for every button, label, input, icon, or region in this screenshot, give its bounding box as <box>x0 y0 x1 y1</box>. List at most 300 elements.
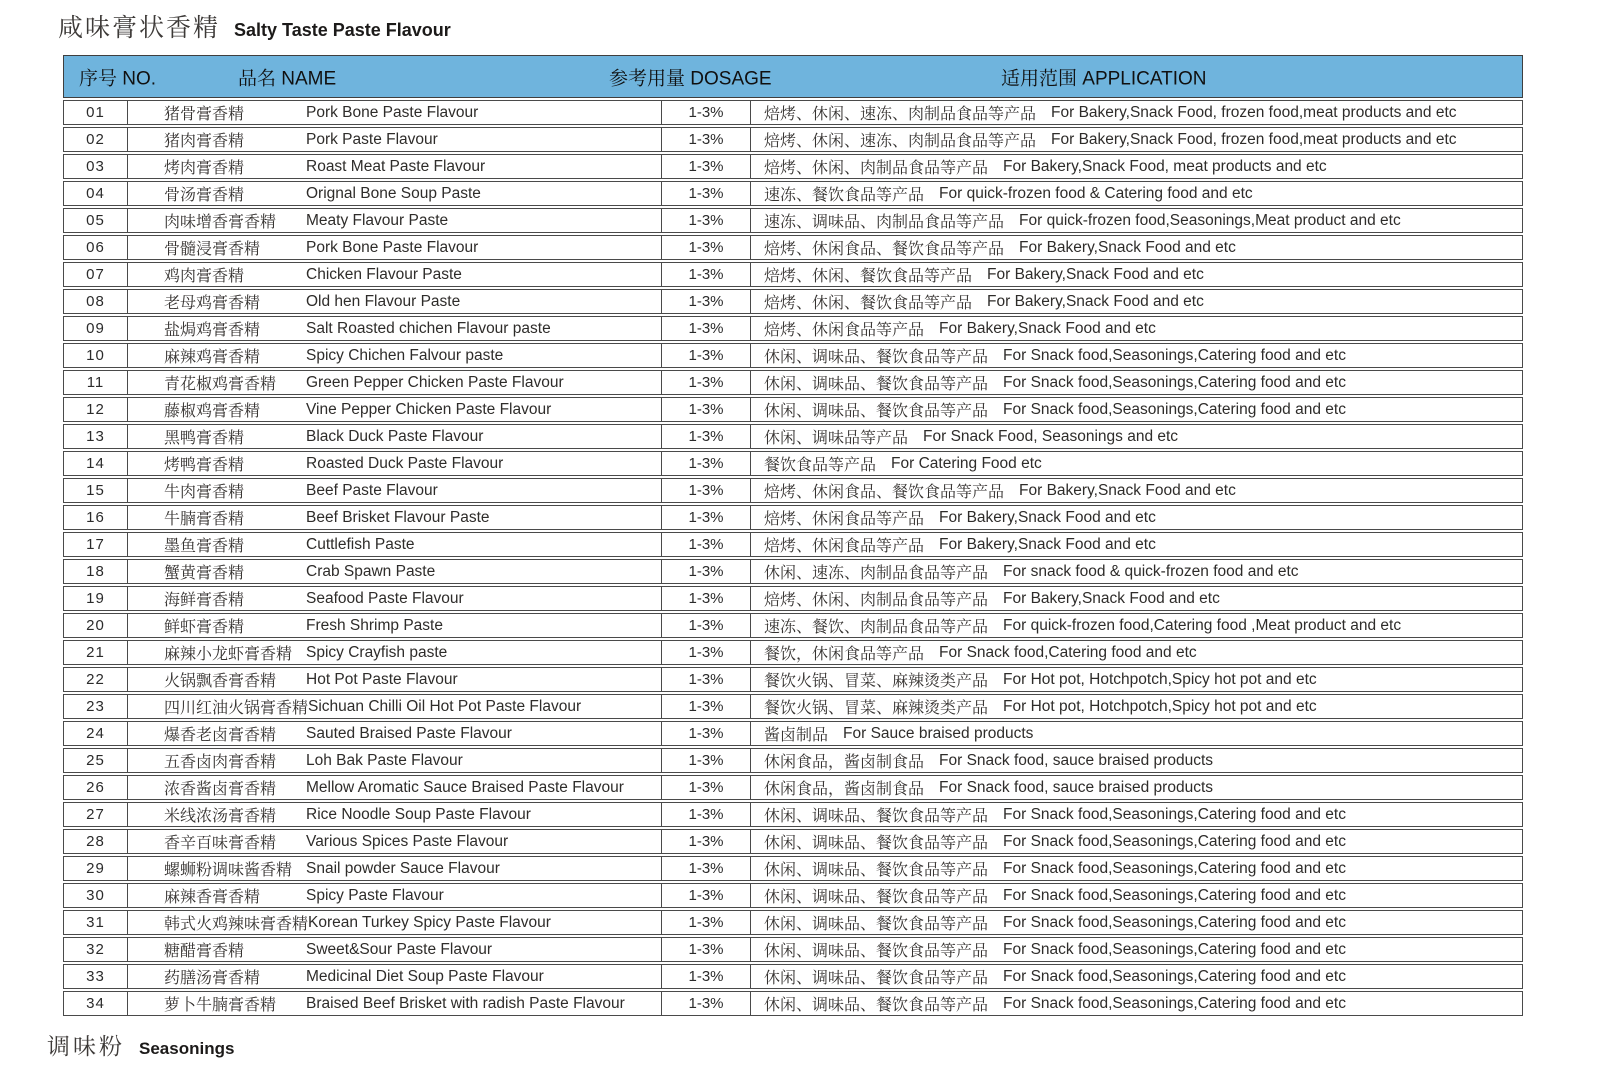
cell-row-number: 12 <box>64 398 128 421</box>
application-cn: 焙烤、休闲、餐饮食品等产品 <box>764 295 973 312</box>
application-en: For quick-frozen food & Catering food and etc <box>939 184 1253 202</box>
cell-dosage: 1-3% <box>662 479 751 502</box>
product-name-en: Old hen Flavour Paste <box>306 292 461 310</box>
cell-application <box>751 830 1522 853</box>
cell-product-name <box>128 155 662 178</box>
product-name-en: Mellow Aromatic Sauce Braised Paste Flavour <box>306 778 624 796</box>
product-name-en: Braised Beef Brisket with radish Paste Flavour <box>306 994 625 1012</box>
application-en: For Snack food,Seasonings,Catering food and etc <box>1003 913 1346 931</box>
application-cn: 速冻、餐饮、肉制品食品等产品 <box>764 619 989 636</box>
cell-product-name <box>128 965 662 988</box>
cell-row-number: 13 <box>64 425 128 448</box>
cell-dosage: 1-3% <box>662 830 751 853</box>
cell-application <box>751 911 1522 934</box>
cell-row-number: 15 <box>64 479 128 502</box>
product-name-en: Spicy Paste Flavour <box>306 886 444 904</box>
cell-application <box>751 155 1522 178</box>
cell-product-name <box>128 317 662 340</box>
cell-product-name <box>128 776 662 799</box>
application-cn: 焙烤、休闲食品、餐饮食品等产品 <box>764 241 1005 258</box>
table-row <box>63 964 1523 989</box>
table-row <box>63 910 1523 935</box>
cell-dosage: 1-3% <box>662 992 751 1015</box>
product-name-cn: 螺蛳粉调味酱香精 <box>164 862 293 879</box>
product-name-cn: 韩式火鸡辣味膏香精 <box>164 916 309 933</box>
cell-product-name <box>128 695 662 718</box>
product-name-cn: 爆香老卤膏香精 <box>164 727 277 744</box>
cell-row-number: 32 <box>64 938 128 961</box>
table-row <box>63 154 1523 179</box>
product-name-cn: 黑鸭膏香精 <box>164 430 245 447</box>
table-row <box>63 856 1523 881</box>
cell-dosage: 1-3% <box>662 641 751 664</box>
table-row <box>63 775 1523 800</box>
column-header-name: 品名 NAME <box>238 68 337 89</box>
cell-application <box>751 344 1522 367</box>
application-cn: 餐饮火锅、冒菜、麻辣烫类产品 <box>764 700 989 717</box>
product-name-cn: 糖醋膏香精 <box>164 943 245 960</box>
cell-dosage: 1-3% <box>662 371 751 394</box>
product-name-en: Hot Pot Paste Flavour <box>306 670 458 688</box>
cell-application <box>751 182 1522 205</box>
application-en: For Bakery,Snack Food and etc <box>987 265 1204 283</box>
product-name-cn: 米线浓汤膏香精 <box>164 808 277 825</box>
table-row <box>63 505 1523 530</box>
application-en: For Snack food, sauce braised products <box>939 751 1213 769</box>
application-cn: 焙烤、休闲、肉制品食品等产品 <box>764 160 989 177</box>
table-row <box>63 262 1523 287</box>
application-cn: 焙烤、休闲食品等产品 <box>764 538 925 555</box>
cell-product-name <box>128 452 662 475</box>
product-name-en: Meaty Flavour Paste <box>306 211 449 229</box>
cell-row-number: 28 <box>64 830 128 853</box>
product-name-en: Roasted Duck Paste Flavour <box>306 454 504 472</box>
product-name-en: Green Pepper Chicken Paste Flavour <box>306 373 564 391</box>
application-cn: 焙烤、休闲、肉制品食品等产品 <box>764 592 989 609</box>
cell-application <box>751 452 1522 475</box>
cell-dosage: 1-3% <box>662 803 751 826</box>
cell-dosage: 1-3% <box>662 533 751 556</box>
cell-application <box>751 641 1522 664</box>
cell-application <box>751 695 1522 718</box>
table-row <box>63 559 1523 584</box>
cell-dosage: 1-3% <box>662 857 751 880</box>
cell-dosage: 1-3% <box>662 128 751 151</box>
cell-dosage: 1-3% <box>662 317 751 340</box>
product-name-en: Rice Noodle Soup Paste Flavour <box>306 805 531 823</box>
application-cn: 餐饮食品等产品 <box>764 457 877 474</box>
application-en: For Snack food,Catering food and etc <box>939 643 1197 661</box>
product-name-cn: 老母鸡膏香精 <box>164 295 261 312</box>
application-en: For Bakery,Snack Food and etc <box>939 319 1156 337</box>
table-row <box>63 127 1523 152</box>
cell-row-number: 30 <box>64 884 128 907</box>
application-cn: 休闲、调味品、餐饮食品等产品 <box>764 943 989 960</box>
cell-dosage: 1-3% <box>662 425 751 448</box>
application-en: For Hot pot, Hotchpotch,Spicy hot pot and etc <box>1003 670 1317 688</box>
product-name-cn: 骨髓浸膏香精 <box>164 241 261 258</box>
cell-row-number: 02 <box>64 128 128 151</box>
cell-product-name <box>128 506 662 529</box>
cell-row-number: 33 <box>64 965 128 988</box>
cell-application <box>751 614 1522 637</box>
application-en: For Bakery,Snack Food and etc <box>1019 481 1236 499</box>
cell-product-name <box>128 749 662 772</box>
cell-row-number: 03 <box>64 155 128 178</box>
cell-product-name <box>128 101 662 124</box>
cell-product-name <box>128 857 662 880</box>
application-cn: 休闲、调味品、餐饮食品等产品 <box>764 997 989 1014</box>
table-row <box>63 667 1523 692</box>
table-row <box>63 370 1523 395</box>
cell-product-name <box>128 560 662 583</box>
cell-dosage: 1-3% <box>662 398 751 421</box>
product-name-cn: 牛腩膏香精 <box>164 511 245 528</box>
cell-application <box>751 857 1522 880</box>
cell-application <box>751 668 1522 691</box>
product-name-cn: 烤鸭膏香精 <box>164 457 245 474</box>
cell-product-name <box>128 722 662 745</box>
table-row <box>63 883 1523 908</box>
application-en: For Bakery,Snack Food and etc <box>1019 238 1236 256</box>
table-row <box>63 748 1523 773</box>
cell-application <box>751 506 1522 529</box>
product-name-cn: 麻辣小龙虾膏香精 <box>164 646 293 663</box>
product-name-cn: 药膳汤膏香精 <box>164 970 261 987</box>
application-cn: 焙烤、休闲、速冻、肉制品食品等产品 <box>764 106 1037 123</box>
cell-row-number: 09 <box>64 317 128 340</box>
application-cn: 休闲、调味品、餐饮食品等产品 <box>764 808 989 825</box>
cell-dosage: 1-3% <box>662 101 751 124</box>
application-en: For Snack food,Seasonings,Catering food and etc <box>1003 832 1346 850</box>
cell-application <box>751 965 1522 988</box>
cell-product-name <box>128 587 662 610</box>
cell-application <box>751 560 1522 583</box>
product-name-cn: 香辛百味膏香精 <box>164 835 277 852</box>
cell-product-name <box>128 830 662 853</box>
table-row <box>63 181 1523 206</box>
table-row <box>63 613 1523 638</box>
cell-row-number: 11 <box>64 371 128 394</box>
product-name-en: Sweet&Sour Paste Flavour <box>306 940 493 958</box>
product-name-en: Pork Bone Paste Flavour <box>306 238 479 256</box>
cell-row-number: 07 <box>64 263 128 286</box>
table-row <box>63 424 1523 449</box>
cell-application <box>751 236 1522 259</box>
product-name-cn: 麻辣香膏香精 <box>164 889 261 906</box>
table-row <box>63 100 1523 125</box>
application-cn: 餐饮火锅、冒菜、麻辣烫类产品 <box>764 673 989 690</box>
application-cn: 焙烤、休闲食品等产品 <box>764 322 925 339</box>
application-cn: 休闲、调味品、餐饮食品等产品 <box>764 862 989 879</box>
table-row <box>63 343 1523 368</box>
flavour-table <box>63 55 1523 1016</box>
product-name-cn: 萝卜牛腩膏香精 <box>164 997 277 1014</box>
product-name-en: Snail powder Sauce Flavour <box>306 859 500 877</box>
product-name-cn: 猪骨膏香精 <box>164 106 245 123</box>
table-row <box>63 802 1523 827</box>
cell-product-name <box>128 236 662 259</box>
product-name-cn: 五香卤肉膏香精 <box>164 754 277 771</box>
application-cn: 酱卤制品 <box>764 727 829 744</box>
table-body <box>63 100 1523 1016</box>
cell-dosage: 1-3% <box>662 965 751 988</box>
product-name-en: Vine Pepper Chicken Paste Flavour <box>306 400 552 418</box>
cell-product-name <box>128 182 662 205</box>
column-header-application: 适用范围 APPLICATION <box>1001 68 1207 89</box>
product-name-en: Various Spices Paste Flavour <box>306 832 509 850</box>
cell-dosage: 1-3% <box>662 722 751 745</box>
product-name-cn: 墨鱼膏香精 <box>164 538 245 555</box>
product-name-en: Spicy Chichen Falvour paste <box>306 346 504 364</box>
cell-product-name <box>128 290 662 313</box>
table-row <box>63 694 1523 719</box>
cell-row-number: 23 <box>64 695 128 718</box>
cell-product-name <box>128 533 662 556</box>
product-name-en: Fresh Shrimp Paste <box>306 616 443 634</box>
application-en: For quick-frozen food,Seasonings,Meat product and etc <box>1019 211 1401 229</box>
product-name-en: Roast Meat Paste Flavour <box>306 157 486 175</box>
cell-dosage: 1-3% <box>662 884 751 907</box>
table-header-row <box>63 55 1523 98</box>
cell-application <box>751 371 1522 394</box>
product-name-en: Beef Paste Flavour <box>306 481 438 499</box>
page-title <box>58 8 451 44</box>
cell-row-number: 21 <box>64 641 128 664</box>
cell-row-number: 04 <box>64 182 128 205</box>
application-cn: 休闲、调味品、餐饮食品等产品 <box>764 889 989 906</box>
cell-application <box>751 938 1522 961</box>
table-row <box>63 316 1523 341</box>
cell-dosage: 1-3% <box>662 236 751 259</box>
application-en: For Snack food,Seasonings,Catering food and etc <box>1003 373 1346 391</box>
application-cn: 速冻、调味品、肉制品食品等产品 <box>764 214 1005 231</box>
application-cn: 焙烤、休闲食品、餐饮食品等产品 <box>764 484 1005 501</box>
cell-product-name <box>128 479 662 502</box>
column-header-no: 序号 NO. <box>79 68 157 89</box>
cell-row-number: 06 <box>64 236 128 259</box>
cell-product-name <box>128 641 662 664</box>
table-row <box>63 235 1523 260</box>
application-en: For Hot pot, Hotchpotch,Spicy hot pot and etc <box>1003 697 1317 715</box>
cell-dosage: 1-3% <box>662 776 751 799</box>
section-title-cn: 咸味膏状香精 <box>58 14 221 42</box>
product-name-cn: 牛肉膏香精 <box>164 484 245 501</box>
cell-dosage: 1-3% <box>662 209 751 232</box>
cell-row-number: 34 <box>64 992 128 1015</box>
table-row <box>63 532 1523 557</box>
cell-application <box>751 479 1522 502</box>
table-row <box>63 991 1523 1016</box>
cell-application <box>751 128 1522 151</box>
product-name-en: Spicy Crayfish paste <box>306 643 448 661</box>
cell-application <box>751 290 1522 313</box>
product-name-cn: 青花椒鸡膏香精 <box>164 376 277 393</box>
application-en: For Snack food,Seasonings,Catering food and etc <box>1003 886 1346 904</box>
cell-row-number: 18 <box>64 560 128 583</box>
application-en: For Bakery,Snack Food and etc <box>1003 589 1220 607</box>
cell-row-number: 17 <box>64 533 128 556</box>
cell-dosage: 1-3% <box>662 290 751 313</box>
application-cn: 速冻、餐饮食品等产品 <box>764 187 925 204</box>
application-cn: 休闲、调味品、餐饮食品等产品 <box>764 376 989 393</box>
table-row <box>63 586 1523 611</box>
cell-product-name <box>128 128 662 151</box>
cell-dosage: 1-3% <box>662 749 751 772</box>
application-cn: 焙烤、休闲、速冻、肉制品食品等产品 <box>764 133 1037 150</box>
application-cn: 焙烤、休闲、餐饮食品等产品 <box>764 268 973 285</box>
cell-product-name <box>128 425 662 448</box>
product-name-en: Salt Roasted chichen Flavour paste <box>306 319 551 337</box>
product-name-en: Pork Bone Paste Flavour <box>306 103 479 121</box>
cell-product-name <box>128 884 662 907</box>
application-en: For Snack food,Seasonings,Catering food and etc <box>1003 967 1346 985</box>
cell-application <box>751 209 1522 232</box>
cell-dosage: 1-3% <box>662 587 751 610</box>
product-name-cn: 四川红油火锅膏香精 <box>164 700 309 717</box>
application-en: For Snack Food, Seasonings and etc <box>923 427 1179 445</box>
application-en: For Snack food,Seasonings,Catering food and etc <box>1003 940 1346 958</box>
cell-row-number: 20 <box>64 614 128 637</box>
product-name-cn: 蟹黄膏香精 <box>164 565 245 582</box>
application-en: For Bakery,Snack Food, meat products and etc <box>1003 157 1327 175</box>
table-row <box>63 937 1523 962</box>
product-name-cn: 盐焗鸡膏香精 <box>164 322 261 339</box>
cell-application <box>751 398 1522 421</box>
cell-row-number: 24 <box>64 722 128 745</box>
application-cn: 休闲、调味品等产品 <box>764 430 909 447</box>
application-en: For Sauce braised products <box>843 724 1034 742</box>
table-row <box>63 640 1523 665</box>
product-name-en: Pork Paste Flavour <box>306 130 438 148</box>
cell-dosage: 1-3% <box>662 938 751 961</box>
product-name-en: Chicken Flavour Paste <box>306 265 462 283</box>
product-name-cn: 肉味增香膏香精 <box>164 214 277 231</box>
cell-dosage: 1-3% <box>662 668 751 691</box>
application-cn: 休闲、速冻、肉制品食品等产品 <box>764 565 989 582</box>
cell-application <box>751 425 1522 448</box>
application-en: For quick-frozen food,Catering food ,Meat product and etc <box>1003 616 1402 634</box>
cell-application <box>751 776 1522 799</box>
cell-product-name <box>128 398 662 421</box>
footer-title-cn: 调味粉 <box>47 1033 125 1059</box>
application-en: For Bakery,Snack Food and etc <box>939 535 1156 553</box>
product-name-en: Crab Spawn Paste <box>306 562 436 580</box>
application-en: For Snack food,Seasonings,Catering food and etc <box>1003 400 1346 418</box>
product-name-en: Loh Bak Paste Flavour <box>306 751 463 769</box>
product-name-cn: 猪肉膏香精 <box>164 133 245 150</box>
cell-application <box>751 533 1522 556</box>
application-en: For Bakery,Snack Food, frozen food,meat products and etc <box>1051 130 1457 148</box>
cell-dosage: 1-3% <box>662 560 751 583</box>
product-name-cn: 鸡肉膏香精 <box>164 268 245 285</box>
application-cn: 休闲食品，酱卤制食品 <box>764 781 925 798</box>
cell-product-name <box>128 992 662 1015</box>
cell-row-number: 19 <box>64 587 128 610</box>
cell-row-number: 22 <box>64 668 128 691</box>
cell-product-name <box>128 614 662 637</box>
application-en: For Bakery,Snack Food and etc <box>939 508 1156 526</box>
cell-dosage: 1-3% <box>662 452 751 475</box>
cell-product-name <box>128 668 662 691</box>
cell-row-number: 05 <box>64 209 128 232</box>
application-cn: 焙烤、休闲食品等产品 <box>764 511 925 528</box>
footer-section-title <box>47 1028 234 1061</box>
product-name-cn: 藤椒鸡膏香精 <box>164 403 261 420</box>
table-row <box>63 289 1523 314</box>
cell-row-number: 14 <box>64 452 128 475</box>
product-name-en: Medicinal Diet Soup Paste Flavour <box>306 967 544 985</box>
cell-application <box>751 884 1522 907</box>
table-row <box>63 829 1523 854</box>
product-name-en: Cuttlefish Paste <box>306 535 415 553</box>
application-en: For Snack food,Seasonings,Catering food and etc <box>1003 859 1346 877</box>
cell-product-name <box>128 803 662 826</box>
table-row <box>63 208 1523 233</box>
product-name-cn: 麻辣鸡膏香精 <box>164 349 261 366</box>
application-en: For Bakery,Snack Food, frozen food,meat products and etc <box>1051 103 1457 121</box>
cell-product-name <box>128 371 662 394</box>
application-en: For Snack food, sauce braised products <box>939 778 1213 796</box>
section-title-en: Salty Taste Paste Flavour <box>234 20 451 40</box>
cell-row-number: 29 <box>64 857 128 880</box>
cell-application <box>751 587 1522 610</box>
cell-dosage: 1-3% <box>662 614 751 637</box>
application-en: For Snack food,Seasonings,Catering food and etc <box>1003 346 1346 364</box>
product-name-en: Seafood Paste Flavour <box>306 589 464 607</box>
table-row <box>63 478 1523 503</box>
product-name-en: Korean Turkey Spicy Paste Flavour <box>308 913 551 931</box>
product-name-en: Black Duck Paste Flavour <box>306 427 484 445</box>
table-row <box>63 451 1523 476</box>
cell-row-number: 31 <box>64 911 128 934</box>
application-cn: 餐饮，休闲食品等产品 <box>764 646 925 663</box>
product-name-cn: 浓香酱卤膏香精 <box>164 781 277 798</box>
application-cn: 休闲、调味品、餐饮食品等产品 <box>764 970 989 987</box>
product-name-cn: 火锅飘香膏香精 <box>164 673 277 690</box>
cell-row-number: 01 <box>64 101 128 124</box>
cell-row-number: 10 <box>64 344 128 367</box>
application-en: For Snack food,Seasonings,Catering food and etc <box>1003 805 1346 823</box>
table-row <box>63 397 1523 422</box>
cell-application <box>751 992 1522 1015</box>
table-row <box>63 721 1523 746</box>
cell-dosage: 1-3% <box>662 344 751 367</box>
column-header-dosage: 参考用量 DOSAGE <box>609 68 772 89</box>
cell-application <box>751 749 1522 772</box>
product-name-en: Sichuan Chilli Oil Hot Pot Paste Flavour <box>308 697 582 715</box>
product-name-cn: 烤肉膏香精 <box>164 160 245 177</box>
cell-dosage: 1-3% <box>662 911 751 934</box>
product-name-cn: 鲜虾膏香精 <box>164 619 245 636</box>
product-name-cn: 海鲜膏香精 <box>164 592 245 609</box>
application-cn: 休闲食品，酱卤制食品 <box>764 754 925 771</box>
cell-dosage: 1-3% <box>662 695 751 718</box>
cell-application <box>751 722 1522 745</box>
application-en: For Catering Food etc <box>891 454 1042 472</box>
cell-dosage: 1-3% <box>662 155 751 178</box>
cell-product-name <box>128 344 662 367</box>
cell-application <box>751 263 1522 286</box>
cell-row-number: 26 <box>64 776 128 799</box>
cell-dosage: 1-3% <box>662 182 751 205</box>
application-en: For Bakery,Snack Food and etc <box>987 292 1204 310</box>
cell-row-number: 16 <box>64 506 128 529</box>
product-name-en: Beef Brisket Flavour Paste <box>306 508 490 526</box>
cell-application <box>751 101 1522 124</box>
cell-row-number: 08 <box>64 290 128 313</box>
cell-product-name <box>128 263 662 286</box>
